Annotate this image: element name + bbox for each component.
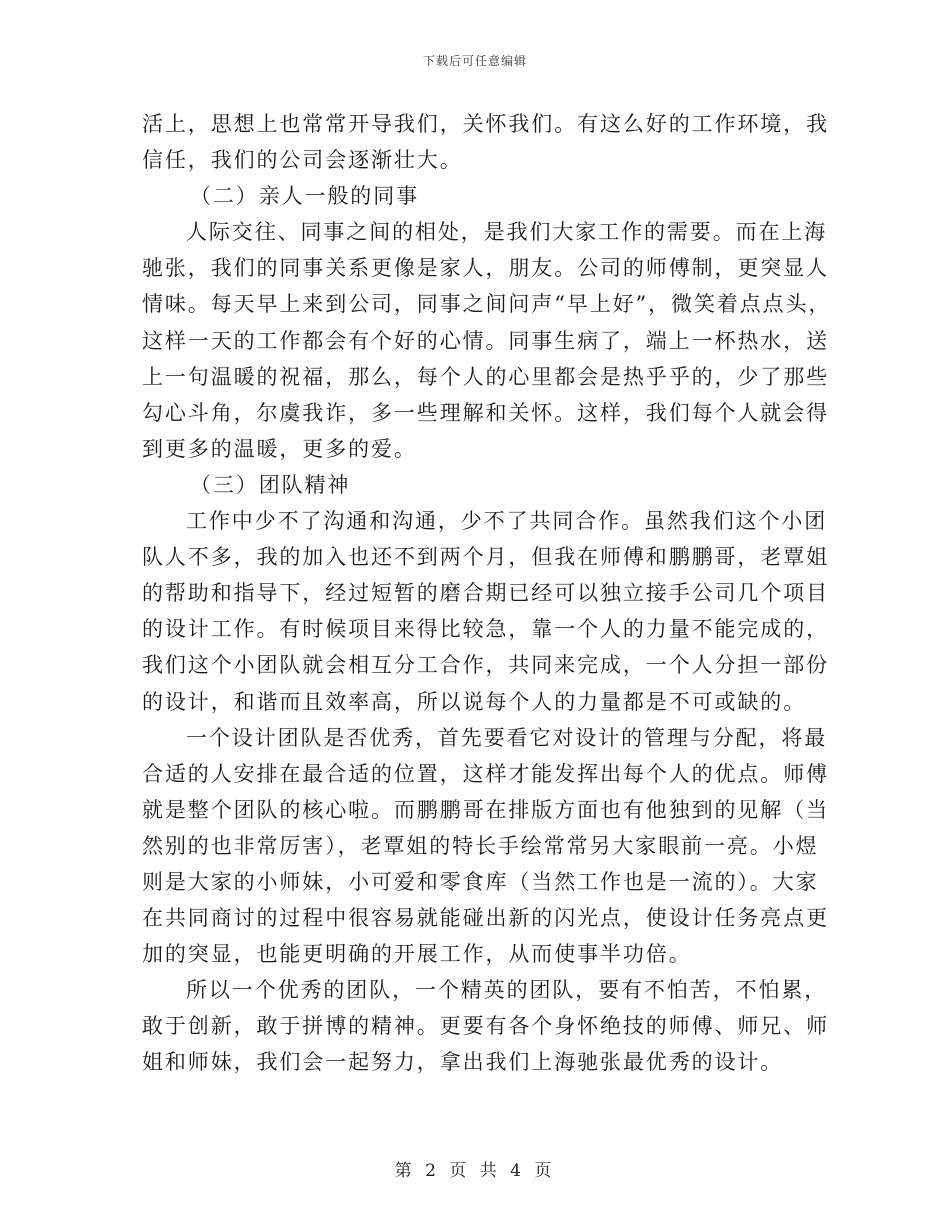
document-body	[142, 106, 832, 1081]
text-line: 姐和师妹，我们会一起努力，拿出我们上海驰张最优秀的设计。	[142, 1050, 784, 1075]
text-line: 合适的人安排在最合适的位置，这样才能发挥出每个人的优点。师傅	[142, 761, 829, 786]
text-line: 一个设计团队是否优秀，首先要看它对设计的管理与分配，将最	[186, 725, 828, 750]
text-line: 队人不多，我的加入也还不到两个月，但我在师傅和鹏鹏哥，老覃姐	[142, 545, 829, 570]
text-line: 我们这个小团队就会相互分工合作，共同来完成，一个人分担一部份	[142, 653, 829, 678]
text-line: 所以一个优秀的团队，一个精英的团队，要有不怕苦，不怕累，	[186, 978, 828, 1003]
page-header: 下载后可任意编辑	[422, 54, 527, 68]
text-line: 工作中少不了沟通和沟通，少不了共同合作。虽然我们这个小团	[186, 509, 828, 534]
text-line: 的设计，和谐而且效率高，所以说每个人的力量都是不可或缺的。	[142, 689, 807, 714]
text-line: 人际交往、同事之间的相处，是我们大家工作的需要。而在上海	[186, 220, 828, 245]
text-line: 情味。每天早上来到公司，同事之间问声“早上好”，微笑着点点头，	[142, 292, 832, 317]
text-line: 则是大家的小师妹，小可爱和零食库（当然工作也是一流的）。大家	[142, 869, 819, 894]
text-line: 就是整个团队的核心啦。而鹏鹏哥在排版方面也有他独到的见解（当	[142, 797, 829, 822]
section-heading: （二）亲人一般的同事	[190, 184, 419, 209]
text-line: 的帮助和指导下，经过短暂的磨合期已经可以独立接手公司几个项目	[142, 581, 829, 606]
text-line: 上一句温暖的祝福，那么，每个人的心里都会是热乎乎的，少了那些	[142, 364, 829, 389]
text-line: 敢于创新，敢于拼博的精神。更要有各个身怀绝技的师傅、师兄、师	[142, 1014, 829, 1039]
text-line: 信任，我们的公司会逐渐壮大。	[142, 148, 463, 173]
section-heading: （三）团队精神	[190, 472, 351, 497]
text-line: 勾心斗角，尔虞我诈，多一些理解和关怀。这样，我们每个人就会得	[142, 400, 829, 425]
text-line: 的设计工作。有时候项目来得比较急，靠一个人的力量不能完成的，	[142, 617, 829, 642]
text-line: 驰张，我们的同事关系更像是家人，朋友。公司的师傅制，更突显人	[142, 256, 829, 281]
text-line: 然别的也非常厉害），老覃姐的特长手绘常常另大家眼前一亮。小煜	[142, 833, 819, 858]
text-line: 到更多的温暖，更多的爱。	[142, 436, 417, 461]
text-line: 这样一天的工作都会有个好的心情。同事生病了，端上一杯热水，送	[142, 328, 829, 353]
text-line: 活上，思想上也常常开导我们，关怀我们。有这么好的工作环境，我	[142, 112, 829, 136]
page-footer: 第 2 页 共 4 页	[394, 1161, 556, 1181]
text-line: 加的突显，也能更明确的开展工作，从而使事半功倍。	[142, 942, 692, 967]
text-line: 在共同商讨的过程中很容易就能碰出新的闪光点，使设计任务亮点更	[142, 906, 829, 931]
